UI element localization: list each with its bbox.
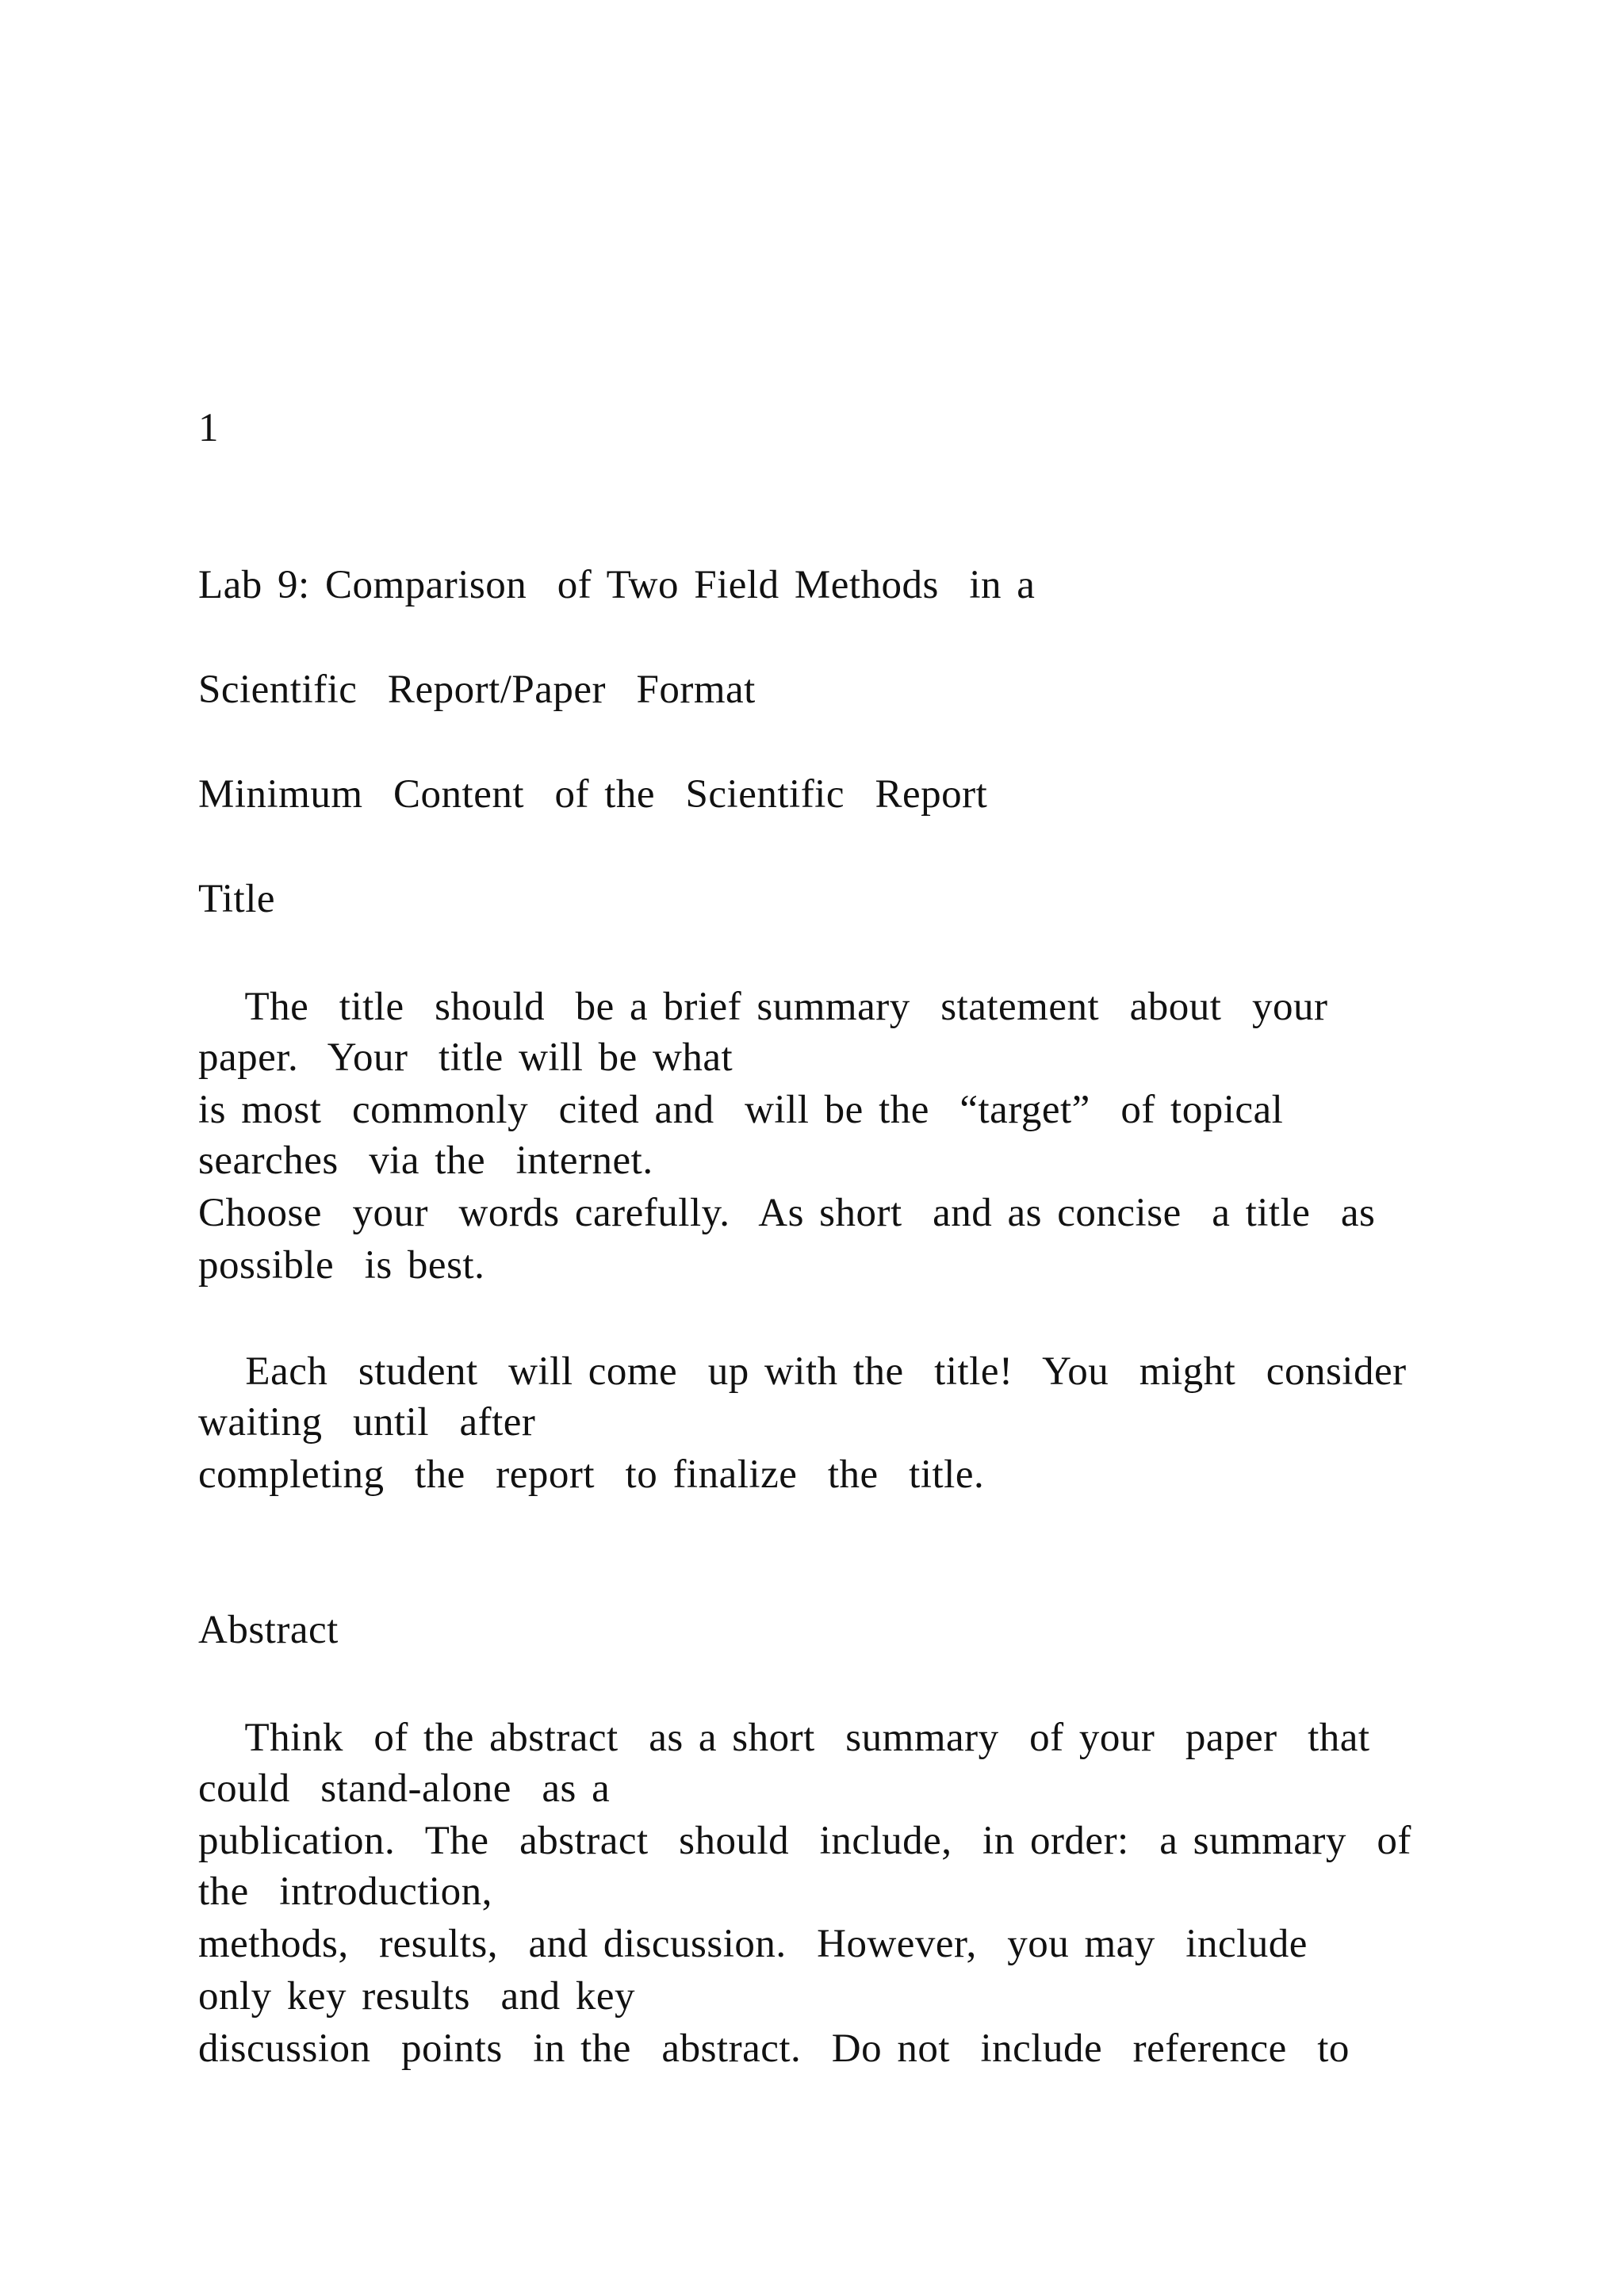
- abstract-bullet-1-line-3: publication. The abstract should include, in order: a summary of: [198, 1819, 1411, 1863]
- abstract-bullet-1-line-7: discussion points in the abstract. Do not include reference to: [198, 2026, 1350, 2071]
- abstract-bullet-1-line-2: could stand-alone as a: [198, 1766, 611, 1811]
- abstract-bullet-1-line-1:   Think of the abstract as a short summary of your paper that: [198, 1716, 1370, 1760]
- title-bullet-1-line-6: possible is best.: [198, 1243, 485, 1288]
- abstract-bullet-1-line-6: only key results and key: [198, 1974, 635, 2019]
- section-heading-title: Title: [198, 877, 276, 921]
- title-bullet-2-line-3: completing the report to finalize the title.: [198, 1452, 985, 1497]
- document-title-line-1: Lab 9: Comparison of Two Field Methods in a: [198, 563, 1036, 607]
- title-bullet-1-line-5: Choose your words carefully. As short and as concise a title as: [198, 1191, 1376, 1235]
- title-bullet-1-line-3: is most commonly cited and will be the “target” of topical: [198, 1088, 1284, 1132]
- title-bullet-2-line-1:   Each student will come up with the title! You might consider: [198, 1349, 1407, 1394]
- section-heading-abstract: Abstract: [198, 1608, 339, 1652]
- title-bullet-1-line-1:   The title should be a brief summary statement about your: [198, 985, 1328, 1029]
- abstract-bullet-1-line-5: methods, results, and discussion. However, you may include: [198, 1922, 1308, 1966]
- title-bullet-1-line-4: searches via the internet.: [198, 1138, 653, 1183]
- page-number: 1: [198, 406, 219, 450]
- subheading: Minimum Content of the Scientific Report: [198, 772, 988, 817]
- title-bullet-1-line-2: paper. Your title will be what: [198, 1035, 733, 1080]
- document-title-line-2: Scientific Report/Paper Format: [198, 668, 756, 712]
- abstract-bullet-1-line-4: the introduction,: [198, 1869, 492, 1914]
- title-bullet-2-line-2: waiting until after: [198, 1400, 536, 1445]
